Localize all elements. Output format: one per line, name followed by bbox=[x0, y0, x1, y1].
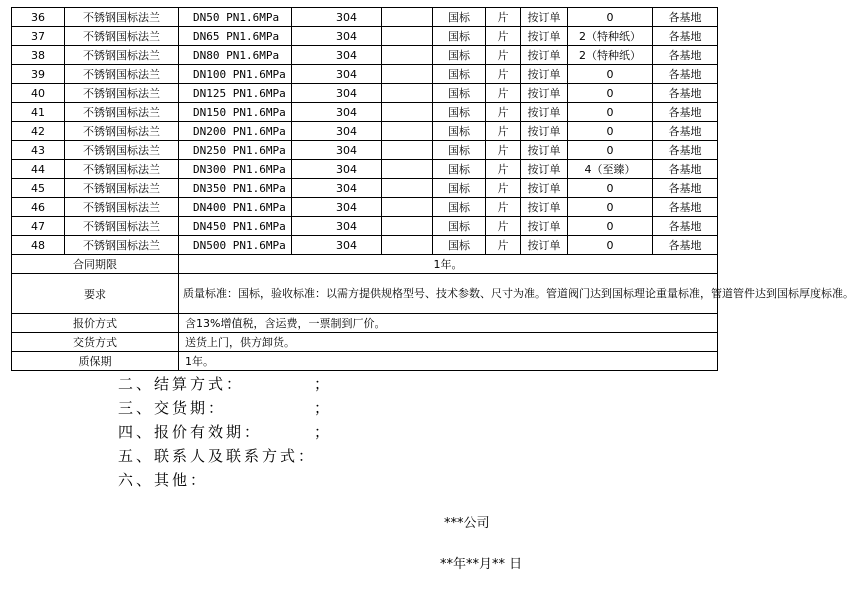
term-suffix: ； bbox=[314, 423, 333, 441]
pricing-label: 报价方式 bbox=[12, 314, 179, 333]
item-rows bbox=[12, 8, 718, 255]
item-material: 304 bbox=[292, 160, 382, 179]
item-quantity: 按订单 bbox=[521, 103, 568, 122]
row-number: 42 bbox=[12, 122, 65, 141]
row-number: 37 bbox=[12, 27, 65, 46]
item-quantity: 按订单 bbox=[521, 122, 568, 141]
empty-cell bbox=[382, 46, 433, 65]
item-spec: DN125 PN1.6MPa bbox=[179, 84, 292, 103]
item-site: 各基地 bbox=[653, 217, 718, 236]
item-material: 304 bbox=[292, 198, 382, 217]
row-number: 38 bbox=[12, 46, 65, 65]
item-quantity: 按订单 bbox=[521, 8, 568, 27]
term-label: 五、联系人及联系方式： bbox=[118, 447, 317, 465]
table-row bbox=[12, 160, 718, 179]
item-note: 2（特种纸） bbox=[568, 27, 653, 46]
item-site: 各基地 bbox=[653, 103, 718, 122]
item-quantity: 按订单 bbox=[521, 141, 568, 160]
empty-cell bbox=[382, 27, 433, 46]
table-row bbox=[12, 217, 718, 236]
requirements-row bbox=[12, 274, 718, 314]
item-site: 各基地 bbox=[653, 198, 718, 217]
empty-cell bbox=[382, 122, 433, 141]
table-row bbox=[12, 103, 718, 122]
item-name: 不锈钢国标法兰 bbox=[65, 65, 179, 84]
table-row bbox=[12, 65, 718, 84]
contract-term-value: 1年。 bbox=[179, 255, 718, 274]
item-material: 304 bbox=[292, 179, 382, 198]
empty-cell bbox=[382, 103, 433, 122]
item-standard: 国标 bbox=[433, 65, 486, 84]
table-row bbox=[12, 84, 718, 103]
item-name: 不锈钢国标法兰 bbox=[65, 122, 179, 141]
item-unit: 片 bbox=[486, 8, 521, 27]
item-name: 不锈钢国标法兰 bbox=[65, 27, 179, 46]
item-site: 各基地 bbox=[653, 122, 718, 141]
row-number: 47 bbox=[12, 217, 65, 236]
item-spec: DN300 PN1.6MPa bbox=[179, 160, 292, 179]
item-standard: 国标 bbox=[433, 84, 486, 103]
row-number: 41 bbox=[12, 103, 65, 122]
item-material: 304 bbox=[292, 46, 382, 65]
item-site: 各基地 bbox=[653, 84, 718, 103]
item-quantity: 按订单 bbox=[521, 160, 568, 179]
term-line bbox=[118, 396, 333, 420]
pricing-value: 含13%增值税，含运费，一票制到厂价。 bbox=[179, 314, 718, 333]
item-name: 不锈钢国标法兰 bbox=[65, 217, 179, 236]
empty-cell bbox=[382, 179, 433, 198]
item-standard: 国标 bbox=[433, 198, 486, 217]
item-name: 不锈钢国标法兰 bbox=[65, 8, 179, 27]
empty-cell bbox=[382, 84, 433, 103]
item-spec: DN350 PN1.6MPa bbox=[179, 179, 292, 198]
item-name: 不锈钢国标法兰 bbox=[65, 103, 179, 122]
item-quantity: 按订单 bbox=[521, 236, 568, 255]
empty-cell bbox=[382, 160, 433, 179]
contract-term-label: 合同期限 bbox=[12, 255, 179, 274]
item-quantity: 按订单 bbox=[521, 198, 568, 217]
terms-list bbox=[118, 372, 333, 492]
item-quantity: 按订单 bbox=[521, 46, 568, 65]
item-spec: DN50 PN1.6MPa bbox=[179, 8, 292, 27]
item-standard: 国标 bbox=[433, 236, 486, 255]
item-name: 不锈钢国标法兰 bbox=[65, 46, 179, 65]
empty-cell bbox=[382, 198, 433, 217]
table-row bbox=[12, 27, 718, 46]
item-spec: DN150 PN1.6MPa bbox=[179, 103, 292, 122]
term-suffix: ； bbox=[314, 375, 333, 393]
item-standard: 国标 bbox=[433, 46, 486, 65]
term-line bbox=[118, 372, 333, 396]
item-site: 各基地 bbox=[653, 236, 718, 255]
row-number: 39 bbox=[12, 65, 65, 84]
item-site: 各基地 bbox=[653, 8, 718, 27]
table-row bbox=[12, 46, 718, 65]
item-name: 不锈钢国标法兰 bbox=[65, 84, 179, 103]
empty-cell bbox=[382, 217, 433, 236]
term-line bbox=[118, 468, 316, 492]
item-note: 0 bbox=[568, 236, 653, 255]
warranty-row bbox=[12, 352, 718, 371]
item-spec: DN200 PN1.6MPa bbox=[179, 122, 292, 141]
item-note: 0 bbox=[568, 65, 653, 84]
item-spec: DN100 PN1.6MPa bbox=[179, 65, 292, 84]
item-unit: 片 bbox=[486, 236, 521, 255]
item-name: 不锈钢国标法兰 bbox=[65, 160, 179, 179]
requirements-label: 要求 bbox=[12, 274, 179, 314]
item-site: 各基地 bbox=[653, 141, 718, 160]
table-row bbox=[12, 141, 718, 160]
item-note: 0 bbox=[568, 198, 653, 217]
item-standard: 国标 bbox=[433, 141, 486, 160]
item-spec: DN65 PN1.6MPa bbox=[179, 27, 292, 46]
item-unit: 片 bbox=[486, 198, 521, 217]
item-unit: 片 bbox=[486, 160, 521, 179]
item-quantity: 按订单 bbox=[521, 65, 568, 84]
item-standard: 国标 bbox=[433, 160, 486, 179]
item-material: 304 bbox=[292, 8, 382, 27]
item-quantity: 按订单 bbox=[521, 27, 568, 46]
delivery-method-label: 交货方式 bbox=[12, 333, 179, 352]
term-label: 六、其他： bbox=[118, 471, 209, 489]
item-material: 304 bbox=[292, 103, 382, 122]
warranty-value: 1年。 bbox=[179, 352, 718, 371]
item-quantity: 按订单 bbox=[521, 179, 568, 198]
item-material: 304 bbox=[292, 27, 382, 46]
item-material: 304 bbox=[292, 141, 382, 160]
term-label: 二、结算方式： bbox=[118, 375, 245, 393]
item-spec: DN500 PN1.6MPa bbox=[179, 236, 292, 255]
contract-term-row bbox=[12, 255, 718, 274]
item-note: 4（至臻） bbox=[568, 160, 653, 179]
table-row bbox=[12, 8, 718, 27]
delivery-method-value: 送货上门，供方卸货。 bbox=[179, 333, 718, 352]
item-note: 0 bbox=[568, 141, 653, 160]
item-site: 各基地 bbox=[653, 160, 718, 179]
item-unit: 片 bbox=[486, 103, 521, 122]
item-name: 不锈钢国标法兰 bbox=[65, 198, 179, 217]
item-spec: DN250 PN1.6MPa bbox=[179, 141, 292, 160]
item-unit: 片 bbox=[486, 122, 521, 141]
item-standard: 国标 bbox=[433, 8, 486, 27]
item-material: 304 bbox=[292, 236, 382, 255]
item-standard: 国标 bbox=[433, 122, 486, 141]
requirements-value: 质量标准：国标，验收标准：以需方提供规格型号、技术参数、尺寸为准。管道阀门达到国标理论重量标准，管道管件达到国标厚度标准。 bbox=[179, 274, 718, 314]
signature-date: **年**月** 日 bbox=[440, 557, 523, 572]
quotation-table bbox=[11, 7, 854, 371]
item-note: 0 bbox=[568, 103, 653, 122]
item-site: 各基地 bbox=[653, 179, 718, 198]
item-unit: 片 bbox=[486, 27, 521, 46]
item-unit: 片 bbox=[486, 46, 521, 65]
delivery-method-row bbox=[12, 333, 718, 352]
item-standard: 国标 bbox=[433, 179, 486, 198]
item-name: 不锈钢国标法兰 bbox=[65, 179, 179, 198]
item-name: 不锈钢国标法兰 bbox=[65, 236, 179, 255]
table-row bbox=[12, 122, 718, 141]
item-material: 304 bbox=[292, 217, 382, 236]
term-suffix: ； bbox=[314, 399, 333, 417]
item-quantity: 按订单 bbox=[521, 84, 568, 103]
item-spec: DN80 PN1.6MPa bbox=[179, 46, 292, 65]
term-line bbox=[118, 420, 333, 444]
row-number: 43 bbox=[12, 141, 65, 160]
item-note: 2（特种纸） bbox=[568, 46, 653, 65]
item-spec: DN400 PN1.6MPa bbox=[179, 198, 292, 217]
empty-cell bbox=[382, 65, 433, 84]
warranty-label: 质保期 bbox=[12, 352, 179, 371]
row-number: 40 bbox=[12, 84, 65, 103]
item-material: 304 bbox=[292, 84, 382, 103]
item-note: 0 bbox=[568, 217, 653, 236]
company-name: ***公司 bbox=[444, 516, 490, 531]
term-label: 三、交货期： bbox=[118, 399, 227, 417]
item-material: 304 bbox=[292, 65, 382, 84]
item-unit: 片 bbox=[486, 84, 521, 103]
table-row bbox=[12, 236, 718, 255]
empty-cell bbox=[382, 8, 433, 27]
item-note: 0 bbox=[568, 122, 653, 141]
item-unit: 片 bbox=[486, 179, 521, 198]
term-label: 四、报价有效期： bbox=[118, 423, 263, 441]
item-unit: 片 bbox=[486, 217, 521, 236]
item-name: 不锈钢国标法兰 bbox=[65, 141, 179, 160]
table-row bbox=[12, 179, 718, 198]
row-number: 45 bbox=[12, 179, 65, 198]
item-standard: 国标 bbox=[433, 27, 486, 46]
table-row bbox=[12, 198, 718, 217]
empty-cell bbox=[382, 141, 433, 160]
item-note: 0 bbox=[568, 8, 653, 27]
item-unit: 片 bbox=[486, 65, 521, 84]
row-number: 36 bbox=[12, 8, 65, 27]
term-line bbox=[118, 444, 316, 468]
item-site: 各基地 bbox=[653, 65, 718, 84]
item-standard: 国标 bbox=[433, 103, 486, 122]
row-number: 48 bbox=[12, 236, 65, 255]
row-number: 46 bbox=[12, 198, 65, 217]
item-note: 0 bbox=[568, 179, 653, 198]
item-quantity: 按订单 bbox=[521, 217, 568, 236]
item-site: 各基地 bbox=[653, 46, 718, 65]
item-material: 304 bbox=[292, 122, 382, 141]
item-site: 各基地 bbox=[653, 27, 718, 46]
item-spec: DN450 PN1.6MPa bbox=[179, 217, 292, 236]
row-number: 44 bbox=[12, 160, 65, 179]
pricing-row bbox=[12, 314, 718, 333]
item-unit: 片 bbox=[486, 141, 521, 160]
item-note: 0 bbox=[568, 84, 653, 103]
empty-cell bbox=[382, 236, 433, 255]
item-standard: 国标 bbox=[433, 217, 486, 236]
